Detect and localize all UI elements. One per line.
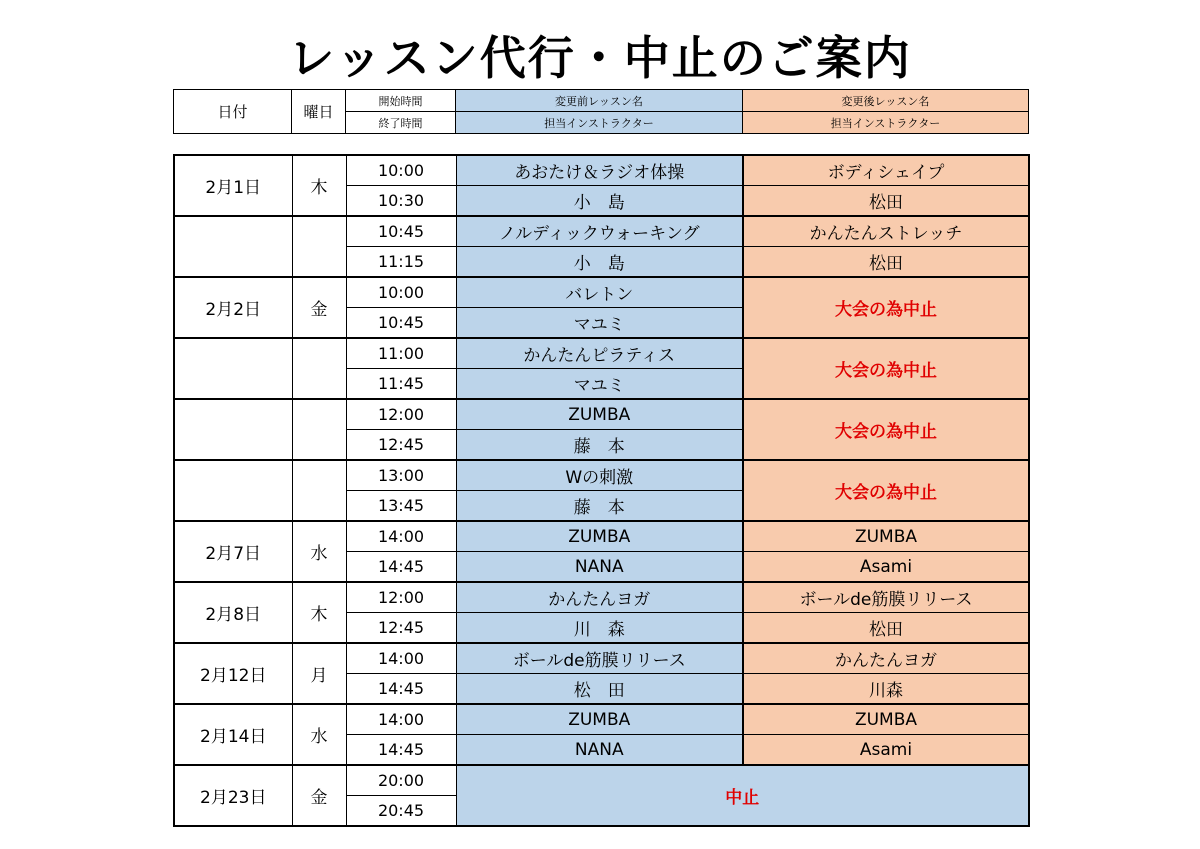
end-time-cell: 12:45 [346,430,456,461]
header-date: 日付 [174,90,292,134]
header-before-lesson: 変更前レッスン名 [456,90,743,112]
end-time-cell: 13:45 [346,491,456,522]
before-lesson-cell: ZUMBA [456,704,743,735]
after-instructor-cell: Asami [743,552,1029,583]
after-instructor-cell: 松田 [743,186,1029,217]
table-row [174,338,1029,369]
weekday-cell: 木 [292,155,346,216]
date-cell: 2月7日 [174,521,292,582]
after-note-cell: 大会の為中止 [743,460,1029,521]
weekday-cell: 水 [292,704,346,765]
header-after-instructor: 担当インストラクター [743,112,1029,134]
weekday-cell [292,460,346,521]
before-instructor-cell: 小 島 [456,247,743,278]
header-table [173,89,1029,134]
table-row [174,399,1029,430]
date-cell [174,399,292,460]
after-note-cell: 大会の為中止 [743,338,1029,399]
start-time-cell: 20:00 [346,765,456,796]
start-time-cell: 14:00 [346,643,456,674]
end-time-cell: 14:45 [346,735,456,766]
before-lesson-cell: かんたんヨガ [456,582,743,613]
weekday-cell [292,399,346,460]
after-instructor-cell: 松田 [743,247,1029,278]
date-cell: 2月2日 [174,277,292,338]
date-cell: 2月23日 [174,765,292,826]
before-lesson-cell: ZUMBA [456,521,743,552]
before-instructor-cell: マユミ [456,308,743,339]
after-instructor-cell: Asami [743,735,1029,766]
date-cell [174,338,292,399]
weekday-cell: 木 [292,582,346,643]
end-time-cell: 14:45 [346,674,456,705]
weekday-cell: 金 [292,277,346,338]
start-time-cell: 11:00 [346,338,456,369]
table-row [174,582,1029,613]
header-weekday: 曜日 [292,90,346,134]
date-cell: 2月12日 [174,643,292,704]
weekday-cell [292,216,346,277]
header-end-time: 終了時間 [346,112,456,134]
start-time-cell: 14:00 [346,704,456,735]
start-time-cell: 14:00 [346,521,456,552]
start-time-cell: 12:00 [346,582,456,613]
after-instructor-cell: 松田 [743,613,1029,644]
before-instructor-cell: 藤 本 [456,430,743,461]
table-row [174,765,1029,796]
table-row [174,704,1029,735]
before-instructor-cell: 藤 本 [456,491,743,522]
start-time-cell: 10:00 [346,155,456,186]
end-time-cell: 10:45 [346,308,456,339]
start-time-cell: 13:00 [346,460,456,491]
before-lesson-cell: あおたけ＆ラジオ体操 [456,155,743,186]
header-after-lesson: 変更後レッスン名 [743,90,1029,112]
before-instructor-cell: 小 島 [456,186,743,217]
weekday-cell: 水 [292,521,346,582]
date-cell: 2月1日 [174,155,292,216]
header-start-time: 開始時間 [346,90,456,112]
before-lesson-cell: ボールde筋膜リリース [456,643,743,674]
before-instructor-cell: 川 森 [456,613,743,644]
schedule-table [173,154,1030,827]
cancel-note-cell: 中止 [456,765,1029,826]
table-row [174,460,1029,491]
page-title: レッスン代行・中止のご案内 [288,31,912,85]
end-time-cell: 11:15 [346,247,456,278]
header-before-instructor: 担当インストラクター [456,112,743,134]
before-lesson-cell: ノルディックウォーキング [456,216,743,247]
end-time-cell: 12:45 [346,613,456,644]
after-lesson-cell: ボールde筋膜リリース [743,582,1029,613]
after-lesson-cell: ZUMBA [743,704,1029,735]
date-cell [174,460,292,521]
end-time-cell: 20:45 [346,796,456,827]
start-time-cell: 12:00 [346,399,456,430]
before-instructor-cell: NANA [456,552,743,583]
before-lesson-cell: かんたんピラティス [456,338,743,369]
weekday-cell: 金 [292,765,346,826]
table-row [174,521,1029,552]
before-lesson-cell: バレトン [456,277,743,308]
after-lesson-cell: ボディシェイプ [743,155,1029,186]
before-instructor-cell: NANA [456,735,743,766]
start-time-cell: 10:00 [346,277,456,308]
after-note-cell: 大会の為中止 [743,399,1029,460]
before-lesson-cell: ZUMBA [456,399,743,430]
table-row [174,643,1029,674]
end-time-cell: 10:30 [346,186,456,217]
weekday-cell [292,338,346,399]
end-time-cell: 14:45 [346,552,456,583]
before-instructor-cell: 松 田 [456,674,743,705]
before-lesson-cell: Wの刺激 [456,460,743,491]
date-cell [174,216,292,277]
date-cell: 2月8日 [174,582,292,643]
end-time-cell: 11:45 [346,369,456,400]
after-instructor-cell: 川森 [743,674,1029,705]
after-note-cell: 大会の為中止 [743,277,1029,338]
before-instructor-cell: マユミ [456,369,743,400]
after-lesson-cell: かんたんヨガ [743,643,1029,674]
after-lesson-cell: ZUMBA [743,521,1029,552]
start-time-cell: 10:45 [346,216,456,247]
date-cell: 2月14日 [174,704,292,765]
table-row [174,216,1029,247]
table-row [174,155,1029,186]
table-row [174,277,1029,308]
after-lesson-cell: かんたんストレッチ [743,216,1029,247]
weekday-cell: 月 [292,643,346,704]
